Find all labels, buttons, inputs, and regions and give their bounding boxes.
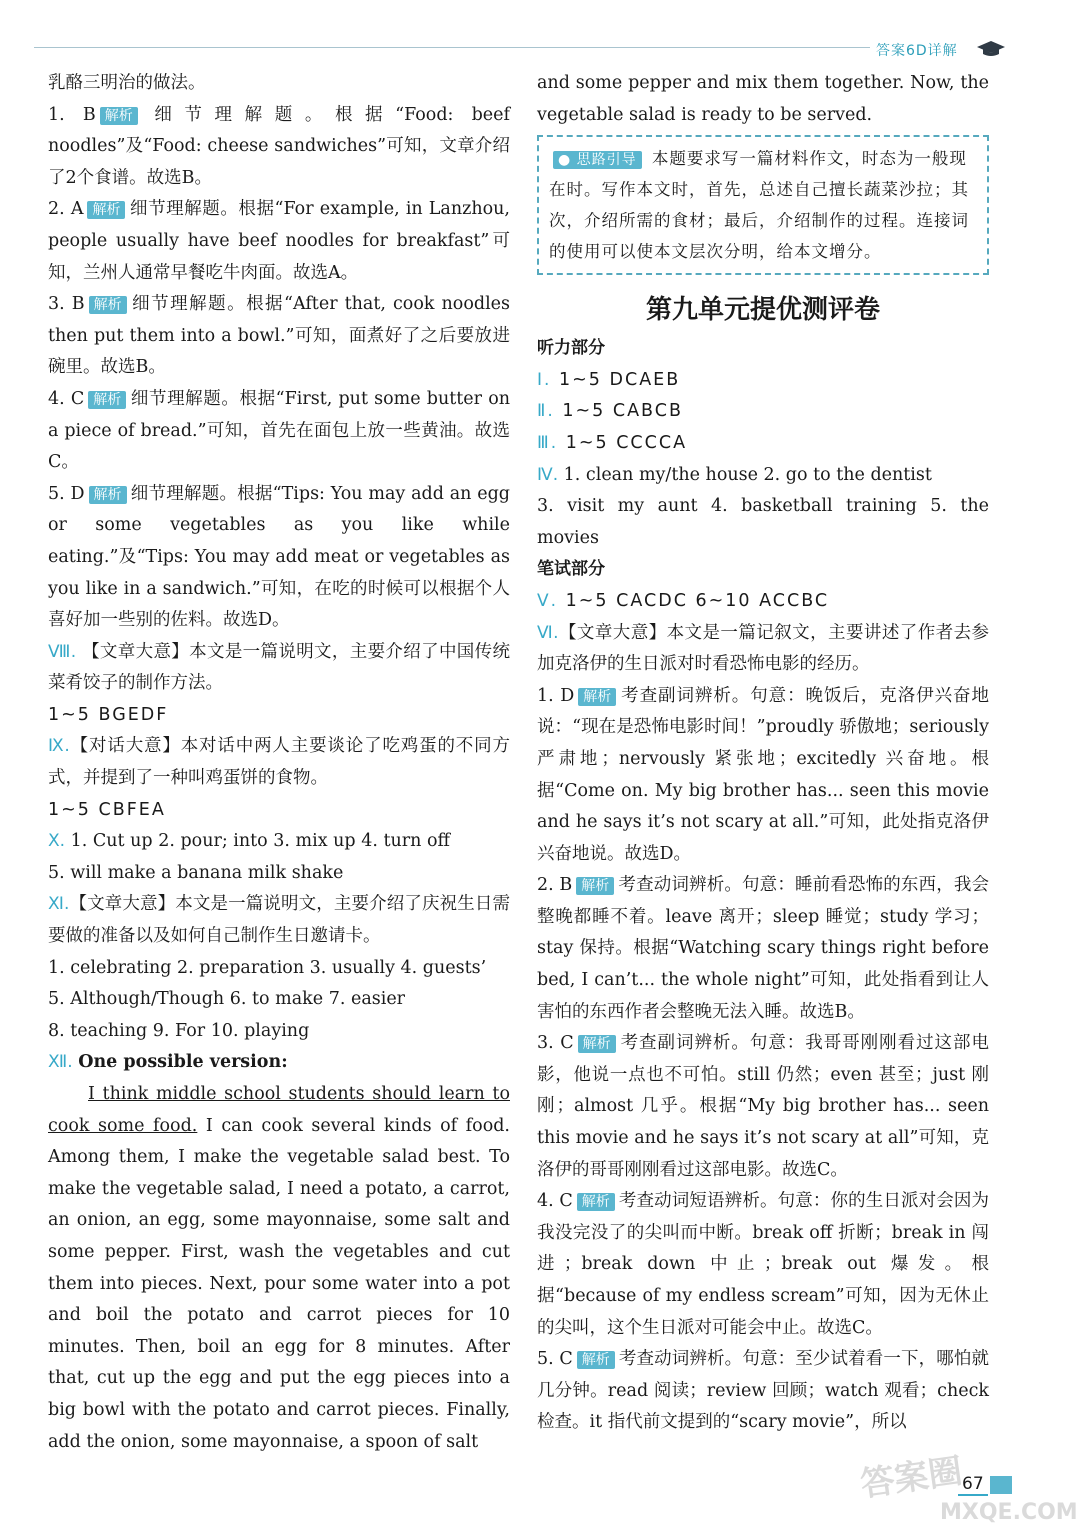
section-x (48, 826, 510, 858)
section-summary: 【文章大意】本文是一篇记叙文，主要讲述了作者去参加克洛伊的生日派对时看恐怖电影的经历。 (537, 622, 989, 675)
section-xi (48, 889, 510, 952)
listening-heading: 听力部分 (537, 338, 605, 359)
answer-line: 8. teaching 9. For 10. playing (48, 1020, 310, 1041)
essay-body: I can cook several kinds of food. Among them, I make the vegetable salad best. To make the vegetable salad, I need a potato, a carrot, an onion, an egg, some mayonnaise, some salt and some pepper. First, wash the vegetables and cut them into pieces. Next, pour some water into a pot and boil the potato and carrot pieces for 10 minutes. Then, boil an egg for 8 minutes. After that, cut up the egg and put the egg pieces into a big bowl with the potato and carrot pieces. Finally, add the onion, some mayonnaise, a spoon of salt (48, 1115, 510, 1452)
answer-item-5 (48, 479, 510, 637)
tip-tag: ● 思路引导 (553, 151, 642, 169)
page-number: 67 (958, 1474, 988, 1496)
roman-numeral: Ⅻ. (48, 1052, 73, 1073)
analysis-tag: 解析 (100, 107, 138, 125)
answer-item-1 (537, 681, 989, 871)
roman-numeral: Ⅳ. (537, 464, 559, 485)
section-iv (537, 460, 989, 492)
answer-number: 2. B (537, 875, 573, 896)
roman-numeral: Ⅰ. (537, 369, 552, 390)
writing-tip-box (537, 135, 989, 275)
answer-number: 4. C (537, 1191, 573, 1212)
section-summary: 【文章大意】本文是一篇说明文，主要介绍了中国传统菜肴饺子的制作方法。 (48, 641, 510, 694)
answer-text: 细节理解题。根据“For example, in Lanzhou, people usually have beef noodles for breakfast”可知，兰州人通常早餐吃牛肉面。故选A。 (48, 199, 510, 283)
section-xii (48, 1047, 510, 1079)
section-ii (537, 396, 989, 428)
section-viii (48, 637, 510, 700)
answer-line: 1. celebrating 2. preparation 3. usually 4. guests’ (48, 957, 487, 978)
section-v (537, 586, 989, 618)
left-column (48, 68, 510, 1458)
section-summary: 【文章大意】本文是一篇说明文，主要介绍了庆祝生日需要做的准备以及如何自己制作生日邀请卡。 (48, 894, 510, 947)
answer-number: 3. B (48, 294, 85, 315)
watermark-url: MXQE.COM (940, 1500, 1078, 1525)
section-iii (537, 428, 989, 460)
analysis-tag: 解析 (578, 1035, 616, 1053)
analysis-tag: 解析 (577, 1351, 615, 1369)
roman-numeral: Ⅴ. (537, 590, 559, 611)
answer-text: 细节理解题。根据“Tips: You may add an egg or some vegetables as you like while eating.”及“Tips: You may add meat or vegetables as you like in a sandwich.”可知，在吃的时候可以根据个人喜好加一些别的佐料。故选D。 (48, 483, 510, 631)
answer-number: 2. A (48, 199, 84, 220)
essay-ending: and some pepper and mix them together. Now, the vegetable salad is ready to be served. (537, 73, 989, 125)
answer-item-5 (537, 1344, 989, 1439)
answer-number: 1. B (48, 104, 96, 125)
answer-line: 1~5 CCCCA (565, 432, 688, 453)
graduation-cap-icon (976, 40, 1006, 58)
answer-line: 1~5 CACDC 6~10 ACCBC (565, 590, 830, 611)
answer-text: 考查副词辨析。句意：我哥哥刚刚看过这部电影，他说一点也不可怕。still 仍然；even 甚至；just 刚刚；almost 几乎。根据“My big brother has... seen this movie and he says it’s not scary at all”可知，克洛伊的哥哥刚刚看过这部电影。故选C。 (537, 1033, 989, 1180)
answer-text: 细节理解题。根据“First, put some butter on a piece of bread.”可知，首先在面包上放一些黄油。故选C。 (48, 388, 511, 473)
answer-line: 1. Cut up 2. pour; into 3. mix up 4. turn off (70, 831, 450, 852)
answer-line: 1~5 CABCB (562, 401, 683, 422)
roman-numeral: Ⅱ. (537, 401, 555, 422)
answer-number: 5. C (537, 1349, 573, 1370)
answer-line: 1~5 DCAEB (559, 369, 681, 390)
text-line: 乳酪三明治的做法。 (48, 73, 206, 93)
answer-item-3 (48, 289, 510, 384)
answer-item-2 (48, 194, 510, 289)
answer-line: 5. will make a banana milk shake (48, 862, 344, 883)
watermark-logo: 答案圈 (858, 1451, 965, 1505)
analysis-tag: 解析 (576, 877, 614, 895)
header-brand: 答案6D详解 (876, 43, 958, 59)
header-rule (34, 47, 870, 48)
roman-numeral: Ⅵ. (537, 622, 559, 643)
analysis-tag: 解析 (578, 688, 616, 706)
sample-essay (48, 1079, 510, 1458)
analysis-tag: 解析 (89, 486, 127, 504)
roman-numeral: Ⅷ. (48, 641, 77, 662)
page-corner-mark (990, 1476, 1012, 1494)
version-heading: One possible version: (78, 1052, 288, 1073)
answer-text: 考查动词短语辨析。句意：你的生日派对会因为我没完没了的尖叫而中断。break off 折断；break in 闯进；break down 中止；break out 爆发。根据“because of my endless scream”可知，因为无休止的尖叫，这个生日派对可能会中止。故选C。 (537, 1191, 989, 1338)
answer-line: 1~5 BGEDF (48, 704, 169, 725)
answer-text: 考查动词辨析。句意：至少试着看一下，哪怕就几分钟。read 阅读；review 回顾；watch 观看；check 检查。it 指代前文提到的“scary movie”，所以 (537, 1349, 989, 1433)
roman-numeral: Ⅸ. (48, 736, 70, 757)
answer-line: 1~5 CBFEA (48, 799, 166, 820)
tip-text: 本题要求写一篇材料作文，时态为一般现在时。写作本文时，首先，总述自己擅长蔬菜沙拉；其次，介绍所需的食材；最后，介绍制作的过程。连接词的使用可以使本文层次分明，给本文增分。 (549, 149, 969, 262)
analysis-tag: 解析 (88, 391, 126, 409)
answer-text: 细节理解题。根据“After that, cook noodles then put them into a bowl.”可知，面煮好了之后要放进碗里。故选B。 (48, 294, 511, 378)
answer-line: 5. Although/Though 6. to make 7. easier (48, 989, 406, 1010)
answer-item-4 (48, 384, 510, 479)
answer-item-1 (48, 100, 510, 195)
essay-topic-sentence: I think middle school students should learn to cook some food. (48, 1084, 510, 1136)
analysis-tag: 解析 (87, 201, 125, 219)
answer-number: 1. D (537, 685, 575, 706)
answer-text: 考查副词辨析。句意：晚饭后，克洛伊兴奋地说：“现在是恐怖电影时间！”proudly 骄傲地；seriously 严肃地；nervously 紧张地；excitedly 兴奋地。根据“Come on. My big brother has... seen this movie and he says it’s not scary at all.”可知，此处指克洛伊兴奋地说。故选D。 (537, 685, 989, 864)
answer-item-4 (537, 1186, 989, 1344)
answer-text: 细节理解题。根据“Food: beef noodles”及“Food: cheese sandwiches”可知，文章介绍了2个食谱。故选B。 (48, 104, 510, 188)
roman-numeral: Ⅹ. (48, 831, 66, 852)
section-i (537, 365, 989, 397)
answer-item-3 (537, 1028, 989, 1186)
answer-text: 考查动词辨析。句意：睡前看恐怖的东西，我会整晚都睡不着。leave 离开；sleep 睡觉；study 学习；stay 保持。根据“Watching scary things right before bed, I can’t... the whole night”可知，此处指看到让人害怕的东西作者会整晚无法入睡。故选B。 (537, 875, 990, 1022)
answer-number: 5. D (48, 483, 85, 504)
right-column (537, 68, 989, 1439)
answer-number: 3. C (537, 1033, 574, 1054)
unit-title: 第九单元提优测评卷 (645, 295, 880, 326)
section-ix (48, 731, 510, 794)
roman-numeral: Ⅲ. (537, 432, 559, 453)
roman-numeral: Ⅺ. (48, 894, 70, 915)
section-vi (537, 618, 989, 681)
analysis-tag: 解析 (577, 1193, 615, 1211)
answer-number: 4. C (48, 388, 85, 409)
answer-item-2 (537, 870, 989, 1028)
written-heading: 笔试部分 (537, 559, 605, 580)
answer-line: 3. visit my aunt 4. basketball training 5. the movies (537, 496, 989, 548)
section-summary: 【对话大意】本对话中两人主要谈论了吃鸡蛋的不同方式，并提到了一种叫鸡蛋饼的食物。 (48, 736, 510, 789)
answer-line: 1. clean my/the house 2. go to the dentist (563, 464, 932, 485)
analysis-tag: 解析 (89, 296, 127, 314)
